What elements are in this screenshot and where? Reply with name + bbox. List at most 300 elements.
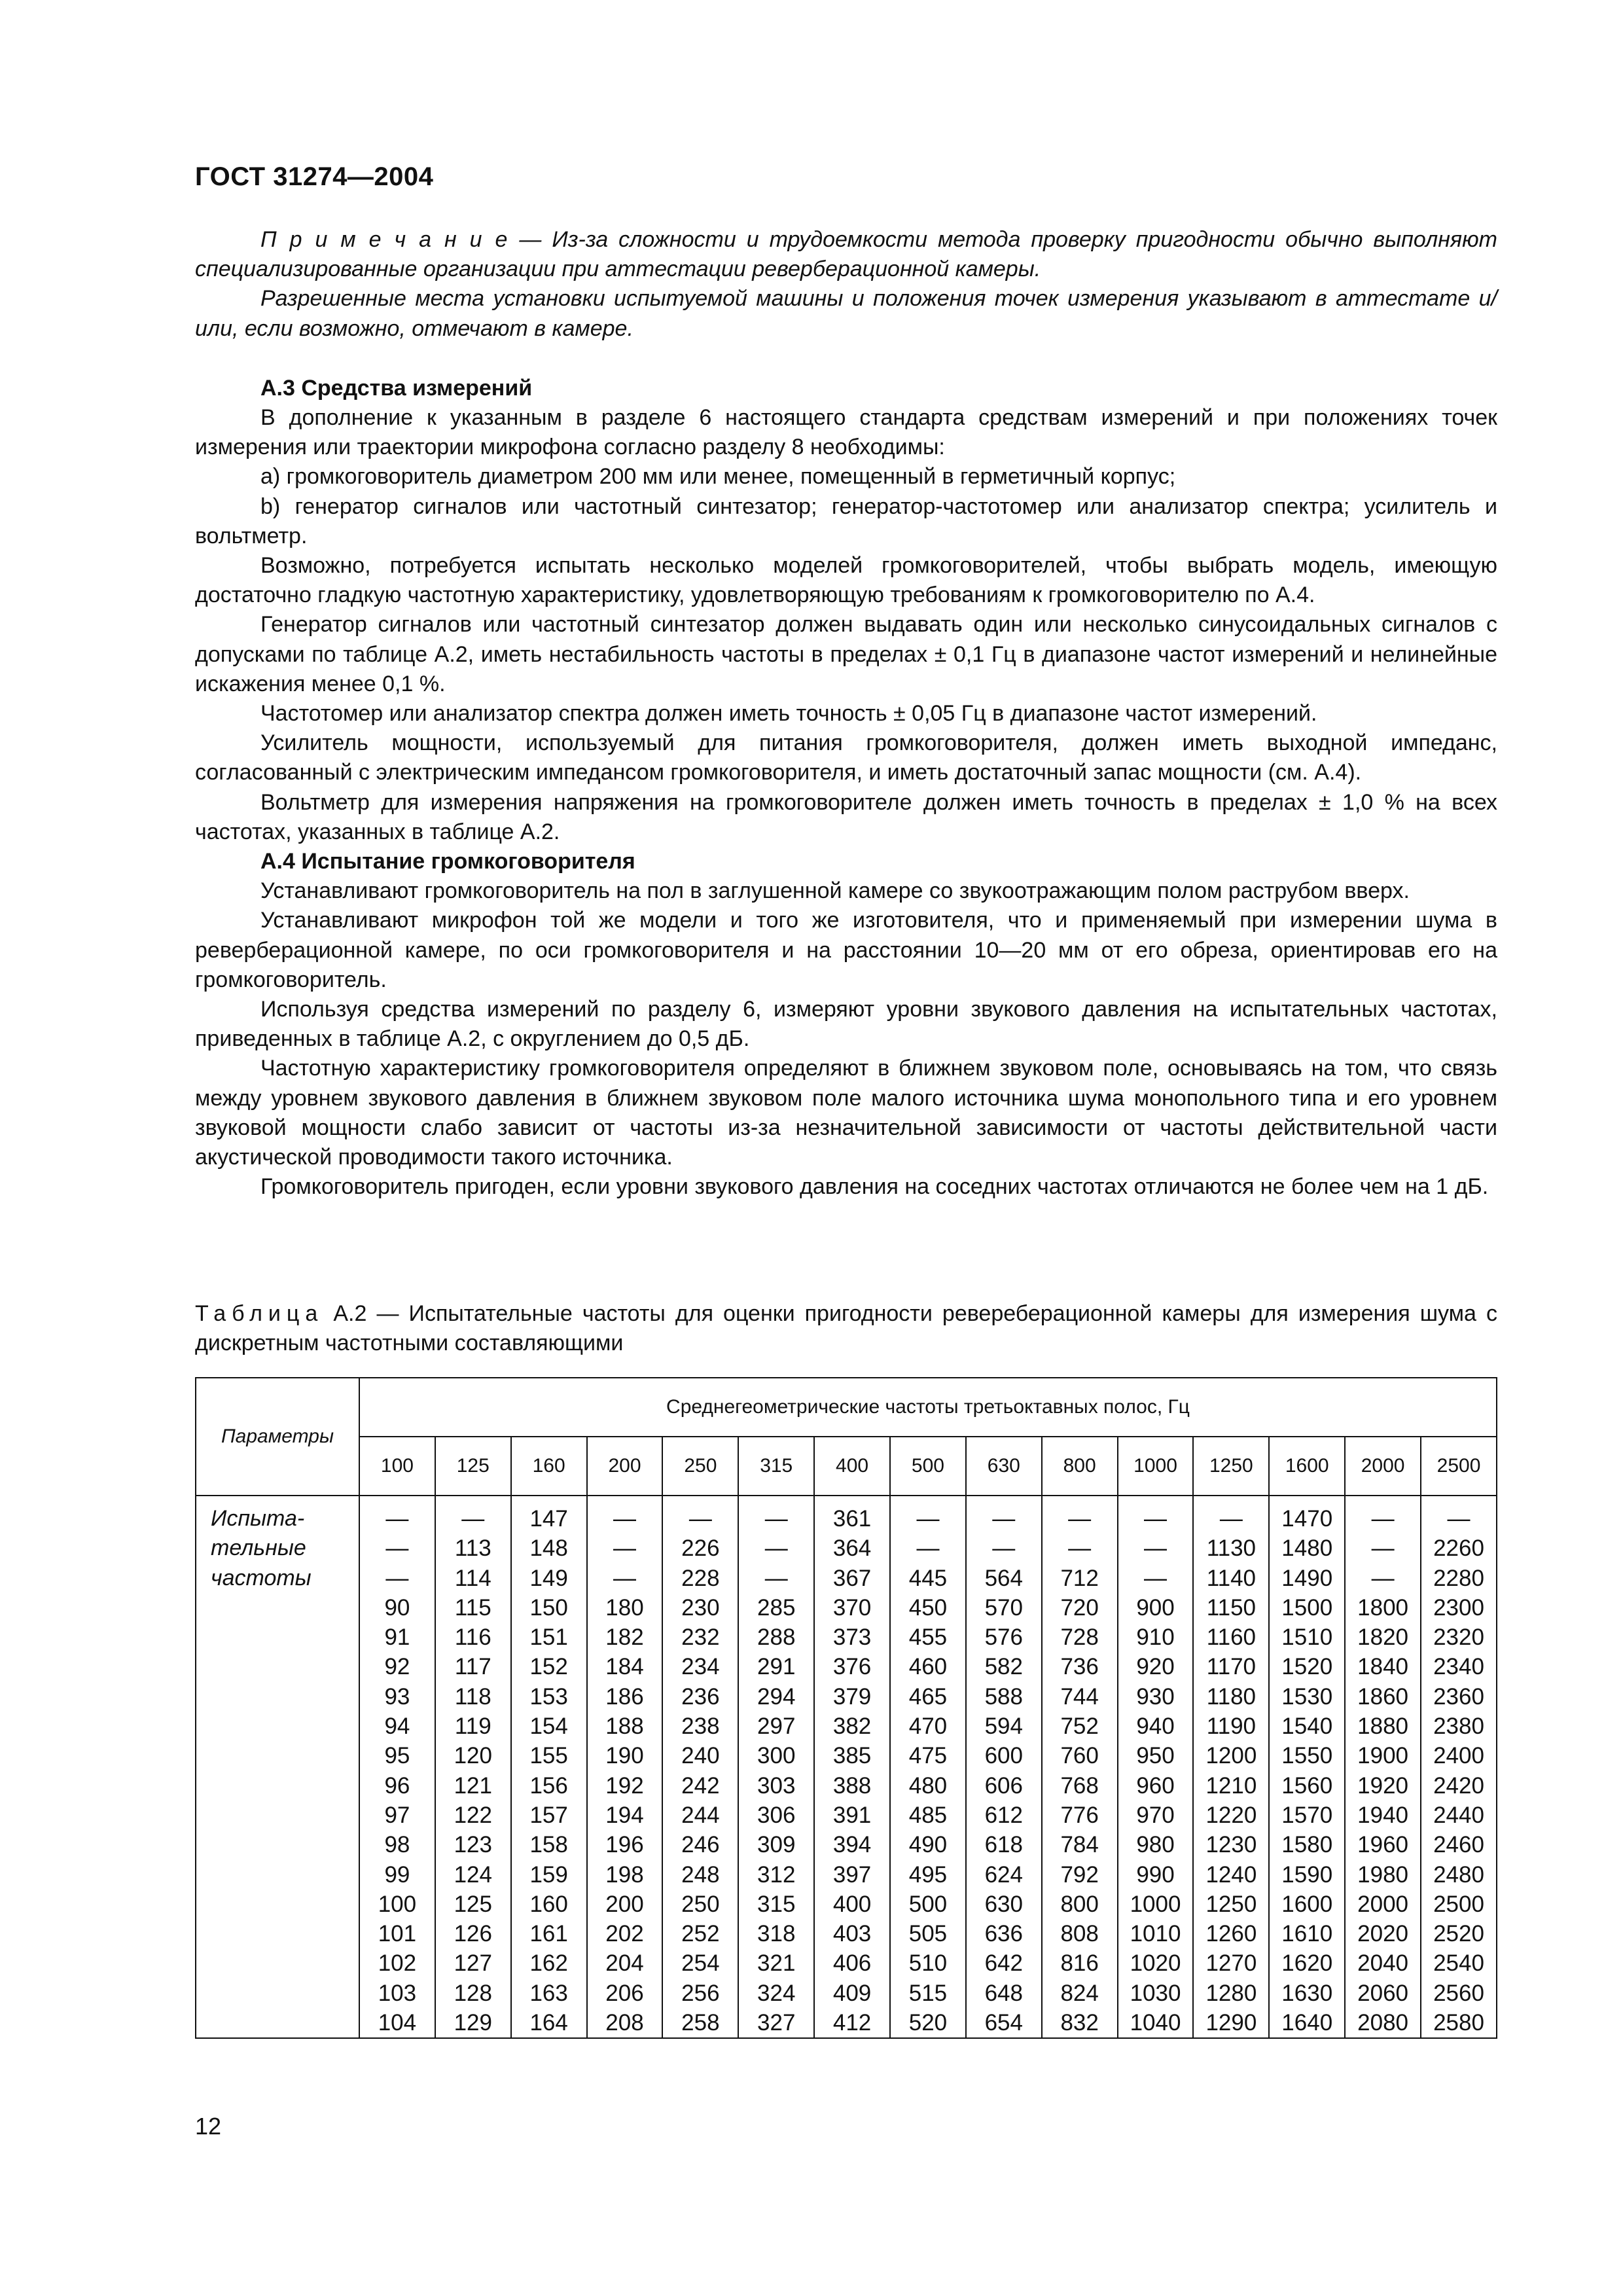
table-cell: 101 <box>378 1921 417 1947</box>
table-cell: 236 <box>681 1683 720 1710</box>
frequency-column <box>738 1496 814 2038</box>
table-cell: 776 <box>1060 1802 1099 1828</box>
table-cell: 382 <box>832 1713 872 1740</box>
table-cell: 1960 <box>1357 1832 1409 1858</box>
table-cell: 1510 <box>1281 1624 1333 1651</box>
column-header: 125 <box>435 1437 511 1496</box>
column-header: 100 <box>359 1437 435 1496</box>
table-cell: — <box>764 1535 788 1562</box>
table-cell: 232 <box>681 1624 720 1651</box>
table-cell: 2360 <box>1433 1683 1484 1710</box>
note-paragraph <box>195 284 1497 343</box>
table-cell: 930 <box>1136 1683 1175 1710</box>
table-cell: 388 <box>832 1772 872 1799</box>
table-cell: — <box>1447 1506 1471 1532</box>
table-cell: 120 <box>454 1743 492 1769</box>
table-cell: 164 <box>529 2010 568 2036</box>
table-cell: 242 <box>681 1772 720 1799</box>
table-cell: 161 <box>529 1921 568 1947</box>
table-cell: 116 <box>454 1624 491 1651</box>
table-cell: 122 <box>454 1802 492 1828</box>
table-cell: 960 <box>1136 1772 1175 1799</box>
row-label-line: Испыта- <box>211 1506 305 1531</box>
table-cell: 103 <box>378 1980 417 2006</box>
table-cell: 126 <box>454 1921 492 1947</box>
table-cell: 792 <box>1060 1861 1099 1888</box>
table-cell: 2000 <box>1357 1891 1409 1917</box>
table-cell: 252 <box>681 1921 720 1947</box>
table-cell: 154 <box>529 1713 568 1740</box>
frequency-column <box>662 1496 738 2038</box>
table-cell: 728 <box>1060 1624 1099 1651</box>
section-heading <box>195 847 1497 876</box>
table-cell: 576 <box>984 1624 1023 1651</box>
table-cell: 95 <box>384 1743 410 1769</box>
table-cell: 1610 <box>1281 1921 1333 1947</box>
table-cell: 294 <box>757 1683 796 1710</box>
table-cell: 2440 <box>1433 1802 1484 1828</box>
table-cell: 582 <box>984 1654 1023 1680</box>
table-cell: 950 <box>1136 1743 1175 1769</box>
table-cell: 192 <box>605 1772 644 1799</box>
column-header: 250 <box>662 1437 738 1496</box>
table-cell: 367 <box>832 1565 872 1591</box>
table-cell: 370 <box>832 1594 872 1621</box>
table-cell: 318 <box>757 1921 796 1947</box>
paragraph-text: Громкоговоритель пригоден, если уровни звукового давления на соседних частотах отличаются не более чем на 1 дБ. <box>260 1174 1489 1200</box>
frequency-column <box>511 1496 587 2038</box>
table-cell: 1590 <box>1281 1861 1333 1888</box>
table-cell: 248 <box>681 1861 720 1888</box>
table-cell: 123 <box>454 1832 492 1858</box>
table-cell: 115 <box>454 1594 491 1621</box>
section-heading <box>195 374 1497 403</box>
table-cell: 1210 <box>1205 1772 1257 1799</box>
table-cell: 636 <box>984 1921 1023 1947</box>
table-cell: — <box>764 1506 788 1532</box>
paragraph <box>195 1054 1497 1172</box>
table-cell: 297 <box>757 1713 796 1740</box>
column-header: 2000 <box>1345 1437 1421 1496</box>
table-cell: 200 <box>605 1891 644 1917</box>
table-cell: 228 <box>681 1565 720 1591</box>
paragraph <box>195 995 1497 1054</box>
table-cell: 188 <box>605 1713 644 1740</box>
paragraph <box>195 1172 1497 1202</box>
table-cell: 1480 <box>1281 1535 1333 1562</box>
table-cell: 465 <box>908 1683 948 1710</box>
table-cell: 397 <box>832 1861 872 1888</box>
table-cell: 1020 <box>1130 1950 1181 1977</box>
table-cell: 2300 <box>1433 1594 1484 1621</box>
table-cell: 113 <box>454 1535 491 1562</box>
table-cell: 1530 <box>1281 1683 1333 1710</box>
paragraph-text: В дополнение к указанным в разделе 6 настоящего стандарта средствам измерений и при положениях точек измерения или траектории микрофона согласно разделу 8 необходимы: <box>195 405 1497 460</box>
table-cell: 182 <box>605 1624 644 1651</box>
column-header: 1000 <box>1118 1437 1194 1496</box>
table-cell: 180 <box>605 1594 644 1621</box>
table-cell: 254 <box>681 1950 720 1977</box>
table-cell: 1900 <box>1357 1743 1409 1769</box>
frequency-column <box>966 1496 1042 2038</box>
table-cell: 321 <box>757 1950 796 1977</box>
table-cell: 303 <box>757 1772 796 1799</box>
paragraph-text: Возможно, потребуется испытать несколько моделей громкоговорителей, чтобы выбрать модель, имеющую достаточно гладкую частотную характеристику, удовлетворяющую требованиям к громкоговорителю по А.4. <box>195 553 1497 608</box>
paragraph-text: Частотомер или анализатор спектра должен иметь точность ± 0,05 Гц в диапазоне частот измерений. <box>260 701 1317 726</box>
paragraph-text: Генератор сигналов или частотный синтезатор должен выдавать один или несколько синусоидальных сигналов с допусками по таблице А.2, иметь нестабильность частоты в пределах ± 0,1 Гц в диапазоне частот измерений и нелинейные искажения менее 0,1 %. <box>195 612 1497 696</box>
table-cell: 1880 <box>1357 1713 1409 1740</box>
table-cell: 93 <box>384 1683 410 1710</box>
paragraph-text: Устанавливают микрофон той же модели и того же изготовителя, что и применяемый при измерении шума в реверберационной камере, по оси громкоговорителя и на расстоянии 10—20 мм от его обреза, ориентировав его на громкоговоритель. <box>195 908 1497 992</box>
paragraph-text: А.3 Средства измерений <box>260 375 533 401</box>
table-cell: 198 <box>605 1861 644 1888</box>
table-cell: 250 <box>681 1891 720 1917</box>
document-header: ГОСТ 31274—2004 <box>195 162 434 191</box>
table-cell: 1490 <box>1281 1565 1333 1591</box>
table-cell: 153 <box>529 1683 568 1710</box>
table-caption-text: А.2 — Испытательные частоты для оценки пригодности ревереберационной камеры для измерения шума с дискретным частотными составляющими <box>195 1301 1497 1355</box>
table-cell: 1240 <box>1205 1861 1257 1888</box>
table-cell: 288 <box>757 1624 796 1651</box>
table-cell: 163 <box>529 1980 568 2006</box>
table-cell: 2500 <box>1433 1891 1484 1917</box>
table-caption-word: Таблица <box>195 1301 324 1326</box>
table-cell: 2480 <box>1433 1861 1484 1888</box>
table-cell: 114 <box>454 1565 491 1591</box>
table-cell: — <box>916 1535 940 1562</box>
table-cell: 256 <box>681 1980 720 2006</box>
paragraph <box>195 344 1497 374</box>
table-cell: 1040 <box>1130 2010 1181 2036</box>
table-cell: 606 <box>984 1772 1023 1799</box>
table-cell: 570 <box>984 1594 1023 1621</box>
table-cell: 104 <box>378 2010 417 2036</box>
table-cell: 1620 <box>1281 1950 1333 1977</box>
table-cell: — <box>1371 1535 1395 1562</box>
table-caption <box>195 1299 1497 1358</box>
table-cell: 1140 <box>1206 1565 1257 1591</box>
table-cell: 618 <box>984 1832 1023 1858</box>
table-cell: — <box>613 1535 636 1562</box>
table-cell: 1470 <box>1281 1506 1333 1532</box>
table-cell: 1170 <box>1206 1654 1257 1680</box>
table-cell: 238 <box>681 1713 720 1740</box>
table-cell: 940 <box>1136 1713 1175 1740</box>
table-cell: 490 <box>908 1832 948 1858</box>
table-cell: 158 <box>529 1832 568 1858</box>
page-number: 12 <box>195 2113 222 2140</box>
table-cell: 832 <box>1060 2010 1099 2036</box>
table-cell: 148 <box>529 1535 568 1562</box>
table-cell: 258 <box>681 2010 720 2036</box>
table-cell: 455 <box>908 1624 948 1651</box>
table-cell: 1260 <box>1205 1921 1257 1947</box>
table-cell: 312 <box>757 1861 796 1888</box>
frequency-column <box>814 1496 890 2038</box>
paragraph <box>195 610 1497 699</box>
frequency-column <box>1193 1496 1269 2038</box>
paragraph <box>195 906 1497 995</box>
table-cell: 1010 <box>1130 1921 1181 1947</box>
table-cell: 394 <box>832 1832 872 1858</box>
table-cell: 480 <box>908 1772 948 1799</box>
table-cell: 403 <box>832 1921 872 1947</box>
table-cell: 324 <box>757 1980 796 2006</box>
table-cell: 206 <box>605 1980 644 2006</box>
table-cell: 475 <box>908 1743 948 1769</box>
table-cell: 1520 <box>1281 1654 1333 1680</box>
table-cell: 412 <box>832 2010 872 2036</box>
note-paragraph <box>195 225 1497 284</box>
table-cell: 1220 <box>1205 1802 1257 1828</box>
table-cell: 102 <box>378 1950 417 1977</box>
table-cell: 244 <box>681 1802 720 1828</box>
table-cell: 147 <box>529 1506 568 1532</box>
table-cell: 2060 <box>1357 1980 1409 2006</box>
table-cell: 400 <box>832 1891 872 1917</box>
table-cell: 121 <box>454 1772 492 1799</box>
table-cell: — <box>1371 1565 1395 1591</box>
table-cell: 159 <box>529 1861 568 1888</box>
table-cell: 648 <box>984 1980 1023 2006</box>
table-cell: 630 <box>984 1891 1023 1917</box>
table-cell: 94 <box>384 1713 410 1740</box>
table-cell: 824 <box>1060 1980 1099 2006</box>
table-cell: — <box>613 1506 636 1532</box>
table-cell: — <box>764 1565 788 1591</box>
table-cell: 485 <box>908 1802 948 1828</box>
column-header: 800 <box>1042 1437 1118 1496</box>
table-cell: 1500 <box>1281 1594 1333 1621</box>
table-cell: 1280 <box>1205 1980 1257 2006</box>
table-cell: 315 <box>757 1891 796 1917</box>
table-cell: 970 <box>1136 1802 1175 1828</box>
column-header: 1600 <box>1269 1437 1345 1496</box>
table-cell: 588 <box>984 1683 1023 1710</box>
table-cell: — <box>461 1506 485 1532</box>
table-cell: 128 <box>454 1980 492 2006</box>
frequency-column <box>1269 1496 1345 2038</box>
paragraph-text: Устанавливают громкоговоритель на пол в заглушенной камере со звукоотражающим полом раструбом вверх. <box>260 878 1410 904</box>
table-cell: 594 <box>984 1713 1023 1740</box>
table-cell: 1550 <box>1281 1743 1333 1769</box>
table-cell: 285 <box>757 1594 796 1621</box>
table-cell: 1030 <box>1130 1980 1181 2006</box>
table-cell: — <box>385 1506 409 1532</box>
paragraph-text: Усилитель мощности, используемый для питания громкоговорителя, должен иметь выходной импеданс, согласованный с электрическим импедансом громкоговорителя, и иметь достаточный запас мощности (см. А.4). <box>195 730 1497 785</box>
paragraph-text: a) громкоговоритель диаметром 200 мм или менее, помещенный в герметичный корпус; <box>260 464 1176 490</box>
paragraph <box>195 551 1497 610</box>
table-cell: — <box>1068 1535 1092 1562</box>
table-cell: — <box>916 1506 940 1532</box>
paragraph-text: А.4 Испытание громкоговорителя <box>260 849 635 874</box>
table-cell: 980 <box>1136 1832 1175 1858</box>
table-cell: 784 <box>1060 1832 1099 1858</box>
table-cell: 768 <box>1060 1772 1099 1799</box>
table-cell: 391 <box>832 1802 872 1828</box>
table-cell: 2420 <box>1433 1772 1484 1799</box>
table-cell: 2020 <box>1357 1921 1409 1947</box>
paragraph-text: — Из-за сложности и трудоемкости метода проверку пригодности обычно выполняют специализированные организации при аттестации реверберационной камеры. <box>195 227 1497 282</box>
table-cell: 1270 <box>1205 1950 1257 1977</box>
column-header: 200 <box>587 1437 663 1496</box>
table-cell: 1920 <box>1357 1772 1409 1799</box>
column-header: 500 <box>890 1437 966 1496</box>
table-cell: 624 <box>984 1861 1023 1888</box>
table-cell: 1940 <box>1357 1802 1409 1828</box>
table-cell: 1560 <box>1281 1772 1333 1799</box>
table-cell: 152 <box>529 1654 568 1680</box>
table-row <box>196 1496 1497 2038</box>
frequency-column <box>359 1496 435 2038</box>
table-cell: 2540 <box>1433 1950 1484 1977</box>
table-cell: 202 <box>605 1921 644 1947</box>
table-cell: 1000 <box>1130 1891 1181 1917</box>
paragraph <box>195 699 1497 728</box>
table-cell: 1180 <box>1206 1683 1257 1710</box>
table-cell: 2380 <box>1433 1713 1484 1740</box>
table-cell: 500 <box>908 1891 948 1917</box>
table-cell: 1150 <box>1206 1594 1257 1621</box>
table-cell: 654 <box>984 2010 1023 2036</box>
table-cell: 230 <box>681 1594 720 1621</box>
paragraph <box>195 728 1497 787</box>
table-cell: 495 <box>908 1861 948 1888</box>
table-cell: 736 <box>1060 1654 1099 1680</box>
table-cell: 100 <box>378 1891 417 1917</box>
paragraph <box>195 788 1497 847</box>
table-cell: 712 <box>1060 1565 1099 1591</box>
table-cell: 1290 <box>1205 2010 1257 2036</box>
table-cell: 119 <box>454 1713 491 1740</box>
table-cell: 1840 <box>1357 1654 1409 1680</box>
table-cell: 186 <box>605 1683 644 1710</box>
table-cell: 2400 <box>1433 1743 1484 1769</box>
paragraph <box>195 492 1497 551</box>
table-cell: 2080 <box>1357 2010 1409 2036</box>
table-cell: 1570 <box>1281 1802 1333 1828</box>
table-cell: 450 <box>908 1594 948 1621</box>
table-cell: 1160 <box>1206 1624 1257 1651</box>
table-cell: 156 <box>529 1772 568 1799</box>
table-cell: 1200 <box>1205 1743 1257 1769</box>
frequency-table <box>195 1377 1497 2039</box>
paragraph <box>195 462 1497 492</box>
column-header: 630 <box>966 1437 1042 1496</box>
table-cell: 118 <box>454 1683 491 1710</box>
table-cell: 406 <box>832 1950 872 1977</box>
table-cell: 720 <box>1060 1594 1099 1621</box>
row-label-line: тельные <box>211 1535 306 1561</box>
table-cell: 124 <box>454 1861 492 1888</box>
row-label-line: частоты <box>211 1565 312 1590</box>
table-cell: 125 <box>454 1891 492 1917</box>
table-cell: 184 <box>605 1654 644 1680</box>
paragraph-text: Используя средства измерений по разделу 6, измеряют уровни звукового давления на испытательных частотах, приведенных в таблице А.2, с округлением до 0,5 дБ. <box>195 997 1497 1052</box>
table-cell: — <box>1144 1506 1168 1532</box>
table-cell: — <box>1068 1506 1092 1532</box>
table-cell: 1230 <box>1205 1832 1257 1858</box>
table-cell: 150 <box>529 1594 568 1621</box>
table-cell: — <box>992 1506 1016 1532</box>
table-cell: 97 <box>384 1802 410 1828</box>
table-cell: 564 <box>984 1565 1023 1591</box>
table-cell: 92 <box>384 1654 410 1680</box>
table-cell: 445 <box>908 1565 948 1591</box>
table-cell: 1860 <box>1357 1683 1409 1710</box>
table-cell: — <box>1144 1565 1168 1591</box>
frequency-column <box>1345 1496 1421 2038</box>
table-cell: 149 <box>529 1565 568 1591</box>
table-cell: 1600 <box>1281 1891 1333 1917</box>
frequency-column <box>1421 1496 1497 2038</box>
table-cell: 1980 <box>1357 1861 1409 1888</box>
table-cell: 157 <box>529 1802 568 1828</box>
table-cell: 376 <box>832 1654 872 1680</box>
table-cell: 226 <box>681 1535 720 1562</box>
table-cell: 460 <box>908 1654 948 1680</box>
column-header: 315 <box>738 1437 814 1496</box>
table-cell: 1820 <box>1357 1624 1409 1651</box>
table-cell: 800 <box>1060 1891 1099 1917</box>
param-header: Параметры <box>196 1378 359 1496</box>
paragraph-text: b) генератор сигналов или частотный синтезатор; генератор-частотомер или анализатор спектра; усилитель и вольтметр. <box>195 493 1497 548</box>
table-cell: 309 <box>757 1832 796 1858</box>
table-cell: 808 <box>1060 1921 1099 1947</box>
paragraph-text: П р и м е ч а н и е <box>260 227 509 252</box>
row-label <box>196 1496 359 2038</box>
table-cell: 327 <box>757 2010 796 2036</box>
table-cell: 409 <box>832 1980 872 2006</box>
frequency-column <box>587 1496 663 2038</box>
table-cell: 300 <box>757 1743 796 1769</box>
table-cell: 642 <box>984 1950 1023 1977</box>
table-cell: 151 <box>529 1624 568 1651</box>
table-cell: 752 <box>1060 1713 1099 1740</box>
table-cell: 2520 <box>1433 1921 1484 1947</box>
table-cell: 240 <box>681 1743 720 1769</box>
table-cell: 194 <box>605 1802 644 1828</box>
table-cell: 90 <box>384 1594 410 1621</box>
table-cell: 190 <box>605 1743 644 1769</box>
table-cell: 510 <box>908 1950 948 1977</box>
table-cell: 162 <box>529 1950 568 1977</box>
table-cell: 1130 <box>1206 1535 1257 1562</box>
table-cell: 246 <box>681 1832 720 1858</box>
frequency-column <box>1118 1496 1194 2038</box>
table-cell: 744 <box>1060 1683 1099 1710</box>
table-cell: — <box>992 1535 1016 1562</box>
table-cell: 1640 <box>1281 2010 1333 2036</box>
table-cell: 99 <box>384 1861 410 1888</box>
table-cell: — <box>1371 1506 1395 1532</box>
column-header: 1250 <box>1193 1437 1269 1496</box>
paragraph-text: Разрешенные места установки испытуемой машины и положения точек измерения указывают в аттестате и/или, если возможно, отмечают в камере. <box>195 286 1497 341</box>
frequency-column <box>435 1496 511 2038</box>
table-cell: 505 <box>908 1921 948 1947</box>
frequency-column <box>890 1496 966 2038</box>
table-cell: 91 <box>384 1624 410 1651</box>
table-cell: — <box>613 1565 636 1591</box>
table-cell: 1580 <box>1281 1832 1333 1858</box>
table-cell: 920 <box>1136 1654 1175 1680</box>
table-cell: 155 <box>529 1743 568 1769</box>
table-cell: 98 <box>384 1832 410 1858</box>
table-cell: 900 <box>1136 1594 1175 1621</box>
table-cell: 291 <box>757 1654 796 1680</box>
table-cell: — <box>1219 1506 1243 1532</box>
table-cell: 910 <box>1136 1624 1175 1651</box>
